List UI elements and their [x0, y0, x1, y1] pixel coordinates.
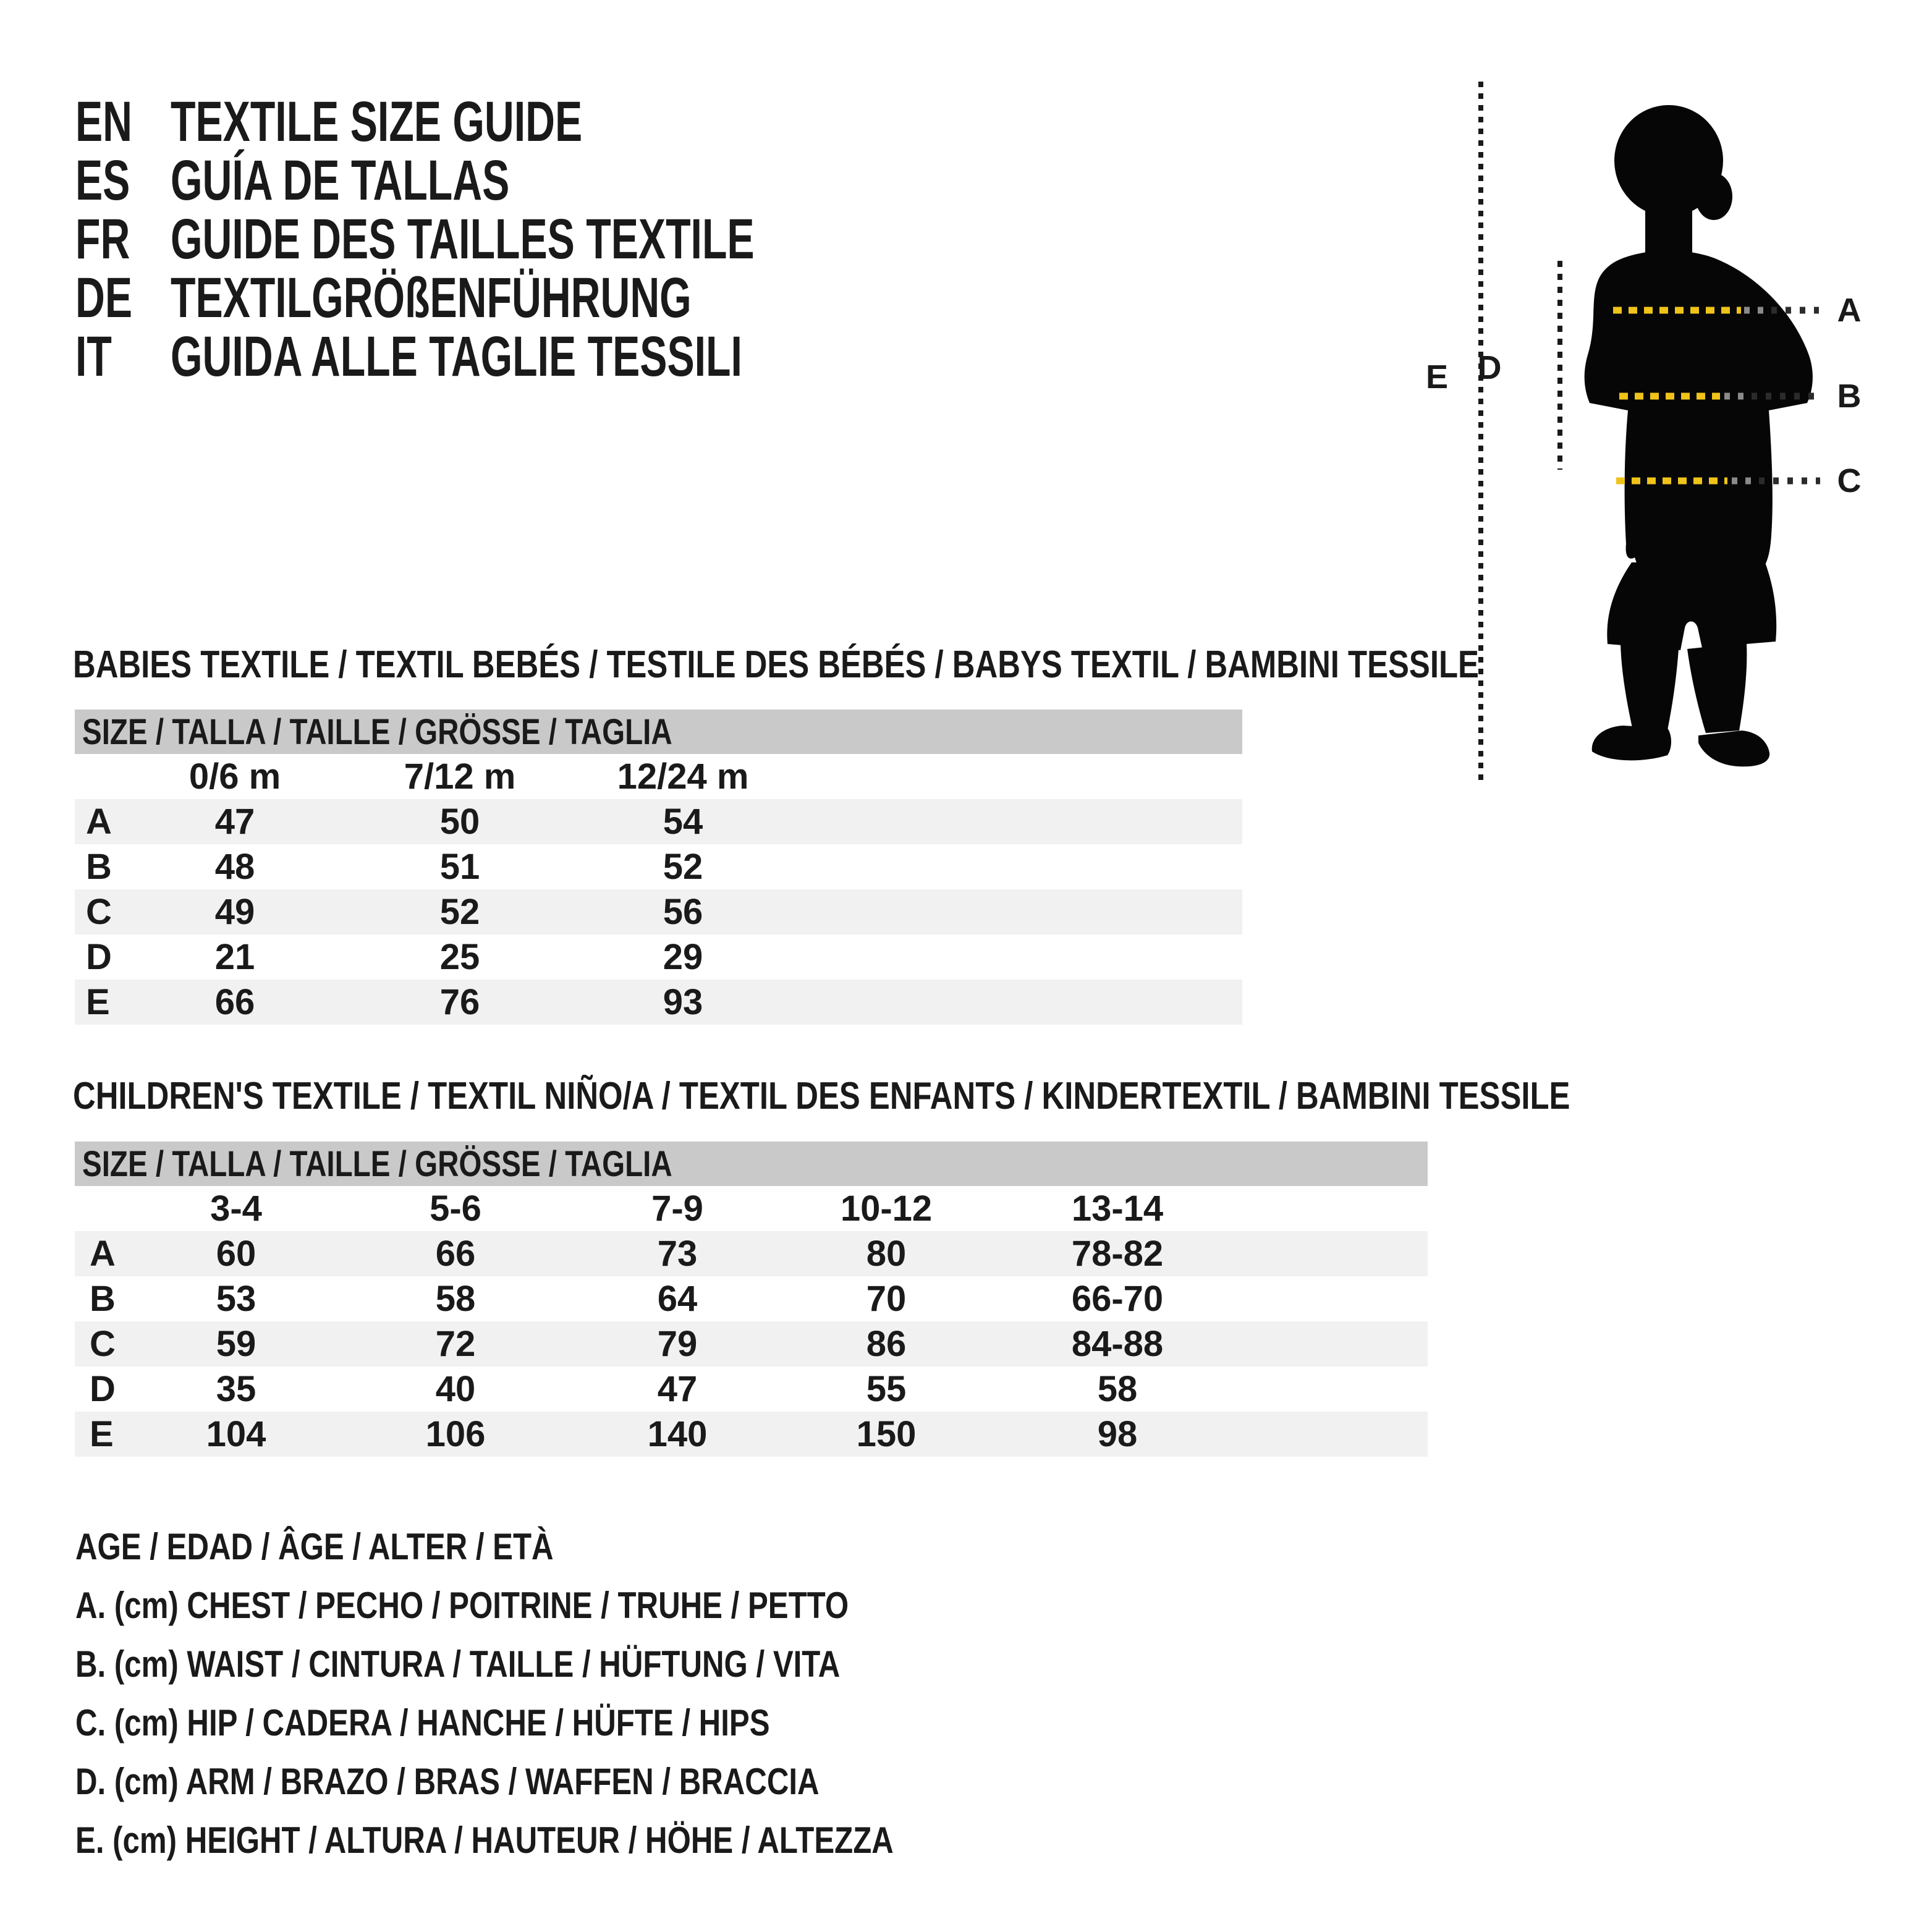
silhouette-right-shoe — [1698, 731, 1769, 766]
children-column-header-row — [75, 1186, 1428, 1231]
table-cell: 55 — [866, 1369, 907, 1409]
table-row — [75, 1321, 1428, 1366]
table-cell: 106 — [425, 1414, 486, 1454]
legend-line-arm: D. (cm) ARM / BRAZO / BRAS / WAFFEN / BRACCIA — [75, 1761, 820, 1802]
children-size-table — [75, 1142, 1428, 1457]
legend-line-waist: B. (cm) WAIST / CINTURA / TAILLE / HÜFTUNG / VITA — [75, 1643, 841, 1685]
figure-label-e: E — [1425, 358, 1449, 396]
children-size-header-bar: SIZE / TALLA / TAILLE / GRÖSSE / TAGLIA — [75, 1142, 1428, 1186]
title-row-fr — [75, 210, 981, 269]
table-cell: 40 — [435, 1369, 476, 1409]
table-cell: 60 — [216, 1234, 256, 1274]
row-label: A — [90, 1234, 116, 1274]
table-cell: 59 — [216, 1324, 256, 1364]
table-cell: 93 — [663, 982, 703, 1022]
table-cell: 140 — [647, 1414, 708, 1454]
table-cell: 51 — [439, 847, 480, 887]
figure-label-b: B — [1837, 378, 1862, 415]
table-cell: 70 — [866, 1279, 907, 1319]
language-code: IT — [75, 325, 112, 388]
table-cell: 50 — [439, 802, 480, 842]
row-label: D — [90, 1369, 116, 1409]
silhouette-hair — [1695, 173, 1732, 220]
column-header: 7/12 m — [404, 756, 516, 797]
table-row — [75, 1412, 1428, 1457]
table-cell: 78-82 — [1071, 1234, 1164, 1274]
table-cell: 53 — [216, 1279, 256, 1319]
legend-line-chest: A. (cm) CHEST / PECHO / POITRINE / TRUHE / PETTO — [75, 1585, 849, 1626]
babies-size-table — [75, 710, 1242, 1025]
title-row-es — [75, 151, 981, 210]
page-title: GUIDE DES TAILLES TEXTILE — [171, 208, 755, 271]
silhouette-left-shoe — [1592, 726, 1671, 760]
table-cell: 25 — [439, 937, 480, 977]
table-cell: 66 — [214, 982, 255, 1022]
babies-section-heading: BABIES TEXTILE / TEXTIL BEBÉS / TESTILE DES BÉBÉS / BABYS TEXTIL / BAMBINI TESSILE — [73, 643, 1479, 686]
column-header: 0/6 m — [189, 756, 281, 797]
table-cell: 66-70 — [1071, 1279, 1164, 1319]
title-row-en — [75, 90, 981, 153]
table-row — [75, 844, 1242, 889]
legend-line-age: AGE / EDAD / ÂGE / ALTER / ETÀ — [75, 1526, 554, 1567]
page-title: GUÍA DE TALLAS — [171, 149, 510, 212]
language-title-list — [75, 90, 981, 388]
child-silhouette-diagram — [1403, 68, 1928, 797]
table-row — [75, 1366, 1428, 1412]
language-code: ES — [75, 149, 130, 212]
figure-label-c: C — [1837, 462, 1862, 499]
row-label: C — [90, 1324, 116, 1364]
column-header: 13-14 — [1071, 1188, 1164, 1229]
table-cell: 35 — [216, 1369, 256, 1409]
table-row — [75, 1231, 1428, 1276]
children-section-heading: CHILDREN'S TEXTILE / TEXTIL NIÑO/A / TEXTIL DES ENFANTS / KINDERTEXTIL / BAMBINI TESSILE — [73, 1075, 1570, 1117]
silhouette-shirt — [1585, 251, 1813, 572]
table-cell: 54 — [663, 802, 703, 842]
table-cell: 29 — [663, 937, 703, 977]
language-code: EN — [75, 90, 133, 153]
language-code: DE — [75, 266, 133, 329]
table-cell: 76 — [439, 982, 480, 1022]
table-cell: 66 — [435, 1234, 476, 1274]
babies-size-header-bar: SIZE / TALLA / TAILLE / GRÖSSE / TAGLIA — [75, 710, 1242, 754]
language-code: FR — [75, 208, 130, 271]
table-cell: 47 — [214, 802, 255, 842]
row-label: D — [86, 937, 112, 977]
table-cell: 49 — [214, 892, 255, 932]
figure-label-a: A — [1837, 292, 1862, 329]
column-header: 12/24 m — [617, 756, 749, 797]
column-header: 5-6 — [430, 1188, 481, 1229]
table-cell: 56 — [663, 892, 703, 932]
legend-line-hip: C. (cm) HIP / CADERA / HANCHE / HÜFTE / HIPS — [75, 1702, 770, 1743]
table-cell: 80 — [866, 1234, 907, 1274]
row-label: A — [86, 802, 112, 842]
table-cell: 98 — [1097, 1414, 1138, 1454]
table-cell: 52 — [439, 892, 480, 932]
silhouette-shorts — [1607, 562, 1776, 650]
table-row — [75, 799, 1242, 844]
table-cell: 84-88 — [1071, 1324, 1164, 1364]
title-row-it — [75, 325, 981, 388]
table-cell: 58 — [1097, 1369, 1138, 1409]
row-label: C — [86, 892, 112, 932]
legend-line-height: E. (cm) HEIGHT / ALTURA / HAUTEUR / HÖHE / ALTEZZA — [75, 1820, 894, 1861]
row-label: B — [90, 1279, 116, 1319]
babies-column-header-row — [75, 754, 1242, 799]
table-row — [75, 980, 1242, 1025]
table-cell: 21 — [214, 937, 255, 977]
measurement-legend — [75, 1517, 1073, 1870]
table-cell: 86 — [866, 1324, 907, 1364]
measurement-figure — [1403, 68, 1928, 797]
table-cell: 52 — [663, 847, 703, 887]
title-row-de — [75, 266, 981, 329]
table-cell: 150 — [856, 1414, 917, 1454]
table-cell: 79 — [657, 1324, 698, 1364]
row-label: E — [86, 982, 110, 1022]
table-row — [75, 934, 1242, 980]
figure-label-d: D — [1477, 349, 1502, 386]
table-cell: 73 — [657, 1234, 698, 1274]
row-label: E — [90, 1414, 114, 1454]
table-row — [75, 1276, 1428, 1321]
table-cell: 58 — [435, 1279, 476, 1319]
table-row — [75, 889, 1242, 934]
column-header: 10-12 — [840, 1188, 933, 1229]
row-label: B — [86, 847, 112, 887]
page-title: TEXTILE SIZE GUIDE — [171, 90, 583, 153]
table-cell: 48 — [214, 847, 255, 887]
page-title: GUIDA ALLE TAGLIE TESSILI — [171, 325, 742, 388]
page-title: TEXTILGRÖßENFÜHRUNG — [171, 266, 692, 329]
table-cell: 104 — [206, 1414, 266, 1454]
column-header: 7-9 — [651, 1188, 703, 1229]
column-header: 3-4 — [210, 1188, 262, 1229]
table-cell: 64 — [657, 1279, 698, 1319]
table-cell: 47 — [657, 1369, 698, 1409]
table-cell: 72 — [435, 1324, 476, 1364]
